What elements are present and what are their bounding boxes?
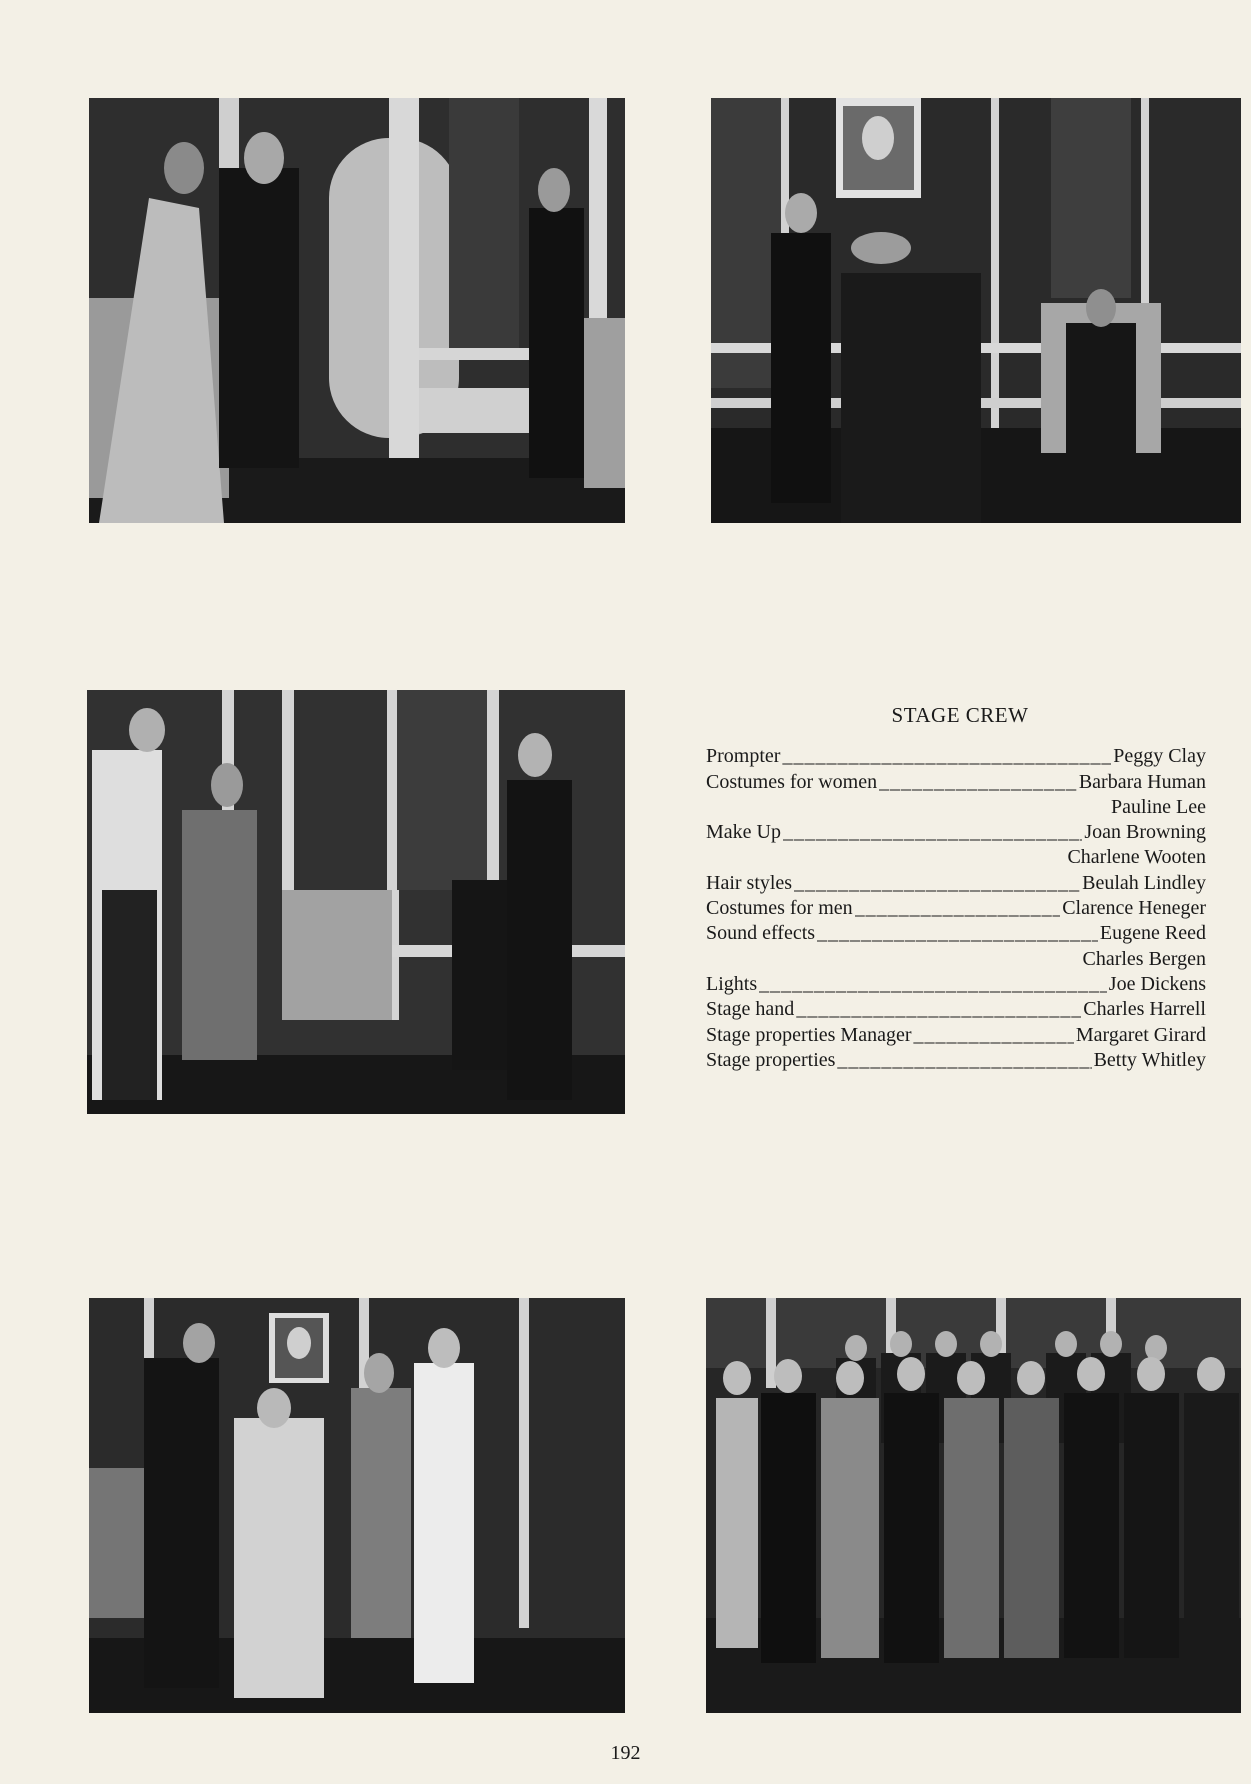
crew-name: Margaret Girard — [1075, 1023, 1206, 1046]
crew-role: Prompter — [706, 745, 781, 768]
crew-row-stage-hand — [706, 997, 1206, 1022]
crew-row-lights — [706, 972, 1206, 997]
crew-row-prompter — [706, 744, 1206, 769]
crew-row-costumes-men — [706, 896, 1206, 921]
leader-dashes — [837, 1048, 1091, 1073]
crew-name-extra: Pauline Lee — [1111, 795, 1206, 818]
page-number: 192 — [610, 1742, 641, 1764]
leader-dashes — [817, 921, 1098, 946]
leader-dashes — [913, 1023, 1073, 1048]
leader-dashes — [759, 972, 1107, 997]
crew-name: Betty Whitley — [1093, 1048, 1206, 1071]
crew-name: Charles Harrell — [1083, 998, 1206, 1021]
leader-dashes — [782, 744, 1111, 769]
crew-role: Hair styles — [706, 871, 793, 894]
crew-name: Barbara Human — [1078, 770, 1206, 793]
crew-role: Costumes for men — [706, 897, 853, 920]
leader-dashes — [796, 997, 1081, 1022]
crew-row-sound-effects — [706, 921, 1206, 946]
photo-stage-scene-3 — [87, 690, 625, 1114]
stage-crew-credits — [706, 703, 1206, 1073]
crew-name: Joe Dickens — [1108, 972, 1206, 995]
crew-row-make-up — [706, 820, 1206, 845]
leader-dashes — [855, 896, 1061, 921]
crew-name: Beulah Lindley — [1082, 871, 1206, 894]
crew-role: Costumes for women — [706, 770, 878, 793]
crew-name: Eugene Reed — [1099, 922, 1206, 945]
stage-crew-title: STAGE CREW — [891, 703, 1029, 727]
crew-name: Clarence Heneger — [1062, 897, 1206, 920]
crew-name-extra: Charles Bergen — [1082, 947, 1206, 970]
crew-row-hair-styles — [706, 871, 1206, 896]
crew-name: Peggy Clay — [1113, 745, 1206, 768]
crew-role: Lights — [706, 972, 758, 995]
crew-role: Stage hand — [706, 998, 795, 1021]
crew-name-extra: Charlene Wooten — [1067, 846, 1206, 869]
photo-stage-scene-1 — [89, 98, 625, 523]
crew-row-stage-properties — [706, 1048, 1206, 1073]
crew-role: Sound effects — [706, 922, 816, 945]
crew-role: Stage properties — [706, 1048, 836, 1071]
leader-dashes — [794, 871, 1080, 896]
leader-dashes — [879, 770, 1077, 795]
leader-dashes — [783, 820, 1082, 845]
crew-role: Stage properties Manager — [706, 1023, 912, 1046]
photo-group-cast-crew — [706, 1298, 1241, 1713]
photo-stage-scene-4 — [89, 1298, 625, 1713]
crew-role: Make Up — [706, 821, 781, 844]
crew-name: Joan Browning — [1084, 821, 1206, 844]
photo-stage-scene-2 — [711, 98, 1241, 523]
crew-row-costumes-women — [706, 770, 1206, 795]
crew-row-stage-properties-manager — [706, 1023, 1206, 1048]
